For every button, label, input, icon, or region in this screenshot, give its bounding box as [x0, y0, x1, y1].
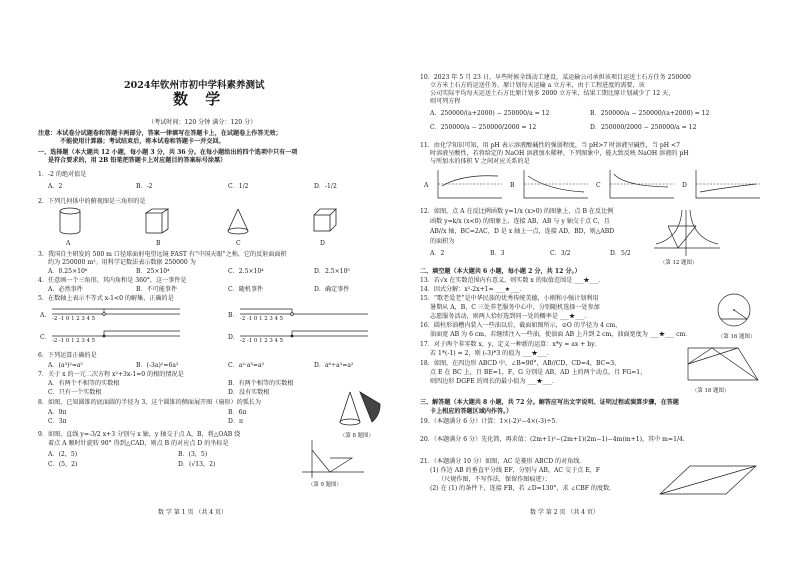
q1-option-c: C．1/2: [228, 183, 249, 190]
q7-stem: 7．关于 x 的一元二次方程 x²+3x-1=0 的根的情况是: [38, 371, 184, 378]
q3-line-1: 3．我国自主研发的 500 m 口径球面射电望远镜 FAST 有“中国天眼”之称，它的反射面面积: [38, 251, 287, 258]
exam-title: 2024年钦州市初中学科素养测试: [124, 80, 265, 91]
q21-line-4: (2) 在 (1) 的条件下，连接 FB，若 ∠D=130°，求 ∠CBF 的度数．: [430, 485, 616, 492]
q19-text: 19．（本题满分 6 分）计算：1×(-2)²−4×(-3)÷5．: [420, 418, 562, 425]
q9-option-b: B．(3，5): [178, 451, 208, 458]
notes-line-2: 不能使用计算器；考试结束后，将本试卷和答题卡一并交回。: [60, 138, 225, 145]
q5-number-lines: [52, 304, 382, 344]
right-page-footer: 数 学 第 2 页 （共 4 页）: [530, 509, 599, 516]
q21-line-3: （尺规作图，不写作法，保留作图痕迹）；: [438, 476, 551, 483]
cone-solid: [228, 209, 248, 234]
q10-option-d: D．250000/2000 − 250000/a = 12: [590, 124, 697, 131]
q9-line-1: 9．如图，直线 y=-3/2 x+3 分别与 x 轴，y 轴交于点 A，B，将△OAB 绕: [38, 431, 241, 438]
q2-label-d: D: [320, 240, 325, 247]
q4-option-d: D．确定事件: [314, 286, 350, 293]
q6-option-d: D．a⁶÷a³=a²: [314, 362, 354, 369]
coordinate-figure-q9: [298, 438, 368, 480]
q12-option-d: D．5/2: [610, 250, 631, 257]
q18-line-2: 点 E 在 BC 上，且 BE=1，F，G 分别是 AB，AD 上的两个动点，且 FG=1，: [430, 369, 647, 376]
q3-option-c: C．2.5×10⁴: [228, 268, 264, 275]
q12-option-c: C．3/2: [550, 250, 571, 257]
q8-option-c: C．3π: [48, 418, 67, 425]
q5-label-d: D．: [228, 334, 239, 341]
q16-fig-caption: （第 16 题图）: [718, 334, 756, 340]
q21-line-1: 21．（本题满分 10 分）如图，AC 是菱形 ABCD 的对角线．: [420, 458, 586, 465]
notes-line-1: 注意：本试卷分试题卷和答题卡两部分，答案一律填写在答题卡上，在试题卷上作答无效；: [38, 130, 282, 137]
q4-stem: 4．任意画一个三角形，其内角和是 360°，这一事件是: [38, 277, 187, 284]
q5-label-c: C．: [40, 334, 51, 341]
q10-line-1: 10．2023 年 5 月 23 日，早些时候全线动工建设，某运输公司承担该项目运送土石方任务 250000: [420, 74, 691, 81]
q18-line-3: 则四边形 DGFE 的周长的最小值为 ___★___．: [430, 378, 558, 385]
q11-line-1: 11．由化学知识可知，用 pH 表示溶液酸碱性的强弱程度，当 pH>7 时溶液呈碱性，当 pH <7: [420, 142, 680, 149]
q2-label-a: A: [66, 240, 71, 247]
exam-meta: （考试时间：120 分钟 满分：120 分）: [148, 119, 257, 126]
cube-solid: [314, 209, 336, 231]
q5-axis-b: -2 -1 0 1 2 3 4 5: [240, 316, 284, 322]
q9-line-2: 着点 A 顺时针旋转 90° 得到△CAD，则点 B 的对应点 D 的坐标是: [48, 440, 229, 447]
q15-line-2: 暑期从 A，B，C 三处养老服务中心中，分别随机选择一处参加: [430, 304, 600, 311]
q11-line-2: 时溶液呈酸性，若将给定的 NaOH 溶液加水稀释，下列图象中，能大致反映 NaOH 溶液的 pH: [430, 150, 689, 157]
q11-line-3: 与所加水的体积 V 之间对应关系的是: [430, 158, 530, 165]
q3-option-d: D．2.5×10⁵: [314, 268, 350, 275]
q1-option-b: B．-2: [136, 183, 153, 190]
q12-option-a: A．2: [430, 250, 445, 257]
q7-option-d: D．没有实数根: [228, 389, 270, 396]
q10-line-3: 公司实际平均每天运送土石方比原计划多 2000 立方米，结果工期比原计划减少了 12 天，: [430, 90, 675, 97]
q5-axis-c: -2 -1 0 1 2 3 4 5: [52, 338, 96, 344]
q17-line-2: 若 1*(-1) = 2，则 (-3)*3 的值为 ___★___．: [430, 350, 553, 357]
q8-option-b: B．6π: [228, 409, 247, 416]
section-1-heading-2: 是符合要求的，用 2B 铅笔把答题卡上对应题目的答案标号涂黑）: [48, 157, 227, 164]
q5-stem: 5．在数轴上表示不等式 x-1<0 的解集，正确的是: [38, 295, 174, 302]
q11-label-a: A: [424, 182, 429, 189]
q18-fig-caption: （第 18 题图）: [692, 388, 730, 394]
q1-option-a: A．2: [48, 183, 63, 190]
subject-title: 数 学: [173, 90, 227, 108]
q6-option-c: C．a²·a³=a⁵: [228, 362, 265, 369]
q9-option-a: A．(2，5): [48, 451, 78, 458]
q5-axis-d: -2 -1 0 1 2 3 4 5: [240, 338, 284, 344]
q3-option-a: A．0.25×10⁶: [48, 268, 88, 275]
circle-figure-q16: [716, 292, 756, 332]
q18-line-1: 18．如图，在四边形 ABCD 中，∠B=90°，AB//CD，CD=4，BC=3，: [420, 360, 621, 367]
q10-line-4: 则可列方程: [430, 98, 461, 105]
q16-line-2: 油面宽 AB 为 6 cm，若继续注入一些油，使油面 AB 上升到 2 cm，油面宽度为 ___★___ cm．: [430, 331, 692, 338]
q11-label-d: D: [682, 182, 687, 189]
q2-solids-figure: [58, 207, 358, 239]
q10-option-a: A．250000/(a+2000) − 250000/a = 12: [430, 110, 550, 117]
q13-text: 13．若√x 在实数范围内有意义，则实数 x 的取值范围是 ___★___．: [420, 277, 605, 284]
q2-label-c: C: [236, 240, 241, 247]
left-page-footer: 数 学 第 1 页 （共 4 页）: [158, 509, 227, 516]
section-3-heading-2: 卡上相应的答题区域内作答。）: [430, 408, 513, 415]
right-sheet: [420, 70, 772, 540]
q10-option-c: C．250000/a − 250000/2000 = 12: [430, 124, 537, 131]
q8-stem: 8．如图，已知圆锥的底面圆的半径为 3，这个圆锥的侧面展开图（扇形）的弧长为: [38, 399, 261, 406]
q5-axis-a: -2 -1 0 1 2 3 4 5: [52, 316, 96, 322]
q4-option-a: A．必然事件: [48, 286, 83, 293]
q9-option-c: C．(5，2): [48, 461, 78, 468]
q15-line-3: 志愿服务活动，则两人恰好选到同一处的概率是 ___★___．: [430, 313, 591, 320]
q12-option-b: B．3: [490, 250, 505, 257]
cylinder-solid: [60, 208, 80, 234]
q20-text: 20．（本题满分 6 分）先化简，再求值：(2m+1)²−(2m+1)(2m−1)−4m(m+1)，其中 m=1/4．: [420, 436, 689, 443]
quadrilateral-figure-q18: [682, 342, 764, 386]
q12-fig-caption: （第 12 题图）: [660, 260, 698, 266]
section-1-heading: 一、选择题（本大题共 12 小题，每小题 3 分，共 36 分。在每小题给出的四个选项中只有一项: [38, 149, 298, 156]
q14-text: 14．因式分解：x²-2x+1= ___★___．: [420, 286, 526, 293]
q17-line-1: 17．对于两个非零数 x，y，定义一种新的运算：x*y = ax + by．: [420, 341, 601, 348]
left-sheet: [38, 70, 391, 540]
rhombus-figure-q21: [656, 462, 760, 498]
q3-option-b: B．25×10⁴: [136, 268, 170, 275]
q8-option-d: D．π: [228, 418, 243, 425]
q8-option-a: A．9π: [48, 409, 67, 416]
q16-line-1: 16．圆柱形油槽内装入一些油以后，截面如图所示，⊙O 的半径为 4 cm，: [420, 322, 622, 329]
q4-option-c: C．随机事件: [228, 286, 264, 293]
q6-option-b: B．(-3a)²=6a²: [136, 362, 179, 369]
q12-line-3: AB//x 轴，BC=2AC，D 是 x 轴上一点，连接 AD，BD，则△ABD: [430, 228, 615, 235]
q4-option-b: B．不可能事件: [136, 286, 178, 293]
q12-line-4: 的面积为: [430, 238, 455, 245]
hyperbola-figure-q12: [652, 208, 722, 258]
section-2-heading: 二、填空题（本大题共 6 小题，每小题 2 分，共 12 分。）: [420, 268, 581, 275]
q9-fig-caption: （第 9 题图）: [308, 482, 342, 488]
q15-line-1: 15．“歌老爱老”是中华民族的优秀传统美德，小刚和小强计划利用: [420, 295, 599, 302]
q11-label-b: B: [510, 182, 515, 189]
q2-label-b: B: [156, 240, 161, 247]
q8-fig-caption: （第 8 题图）: [340, 433, 374, 439]
q6-option-a: A．(a³)²=a⁵: [48, 362, 83, 369]
q3-line-2: 约为 250000 m²。用科学记数法表示数据 250000 为: [48, 259, 196, 266]
cone-figure-q8: [336, 388, 386, 433]
q6-stem: 6．下列运算正确的是: [38, 352, 97, 359]
q1-option-d: D．-1/2: [314, 183, 337, 190]
q21-line-2: (1) 作边 AB 的垂直平分线 EF，分别与 AB，AC 交于点 E，F: [430, 467, 600, 474]
triangular-prism-solid: [146, 209, 168, 233]
q2-stem: 2．下列几何体中的俯视图是三角形的是: [38, 198, 146, 205]
q12-line-1: 12．如图，点 A 在反比例函数 y=1/x (x>0) 的图象上，点 B 在反比例: [420, 208, 614, 215]
q12-line-2: 函数 y=k/x (x<0) 的图象上，连接 AB，AB 与 y 轴交于点 C，且: [430, 218, 610, 225]
q1-stem: 1．-2 的绝对值是: [38, 171, 87, 178]
q10-option-b: B．250000/a − 250000/(a+2000) = 12: [590, 110, 710, 117]
q5-label-a: A．: [40, 312, 51, 319]
q7-option-a: A．有两个不相等的实数根: [48, 380, 120, 387]
q5-label-b: B．: [228, 312, 239, 319]
q9-option-d: D．(√13，2): [178, 461, 216, 468]
section-3-heading: 三、解答题（本大题共 8 小题，共 72 分。解答应写出文字说明、证明过程或演算步骤，在答题: [420, 399, 679, 406]
q7-option-b: B．有两个相等的实数根: [228, 380, 294, 387]
q11-label-c: C: [596, 182, 601, 189]
q10-line-2: 立方米土石方的运送任务。原计划每天运输 a 立方米，由于工程进度的需要，该: [430, 82, 645, 89]
q7-option-c: C．只有一个实数根: [48, 389, 102, 396]
